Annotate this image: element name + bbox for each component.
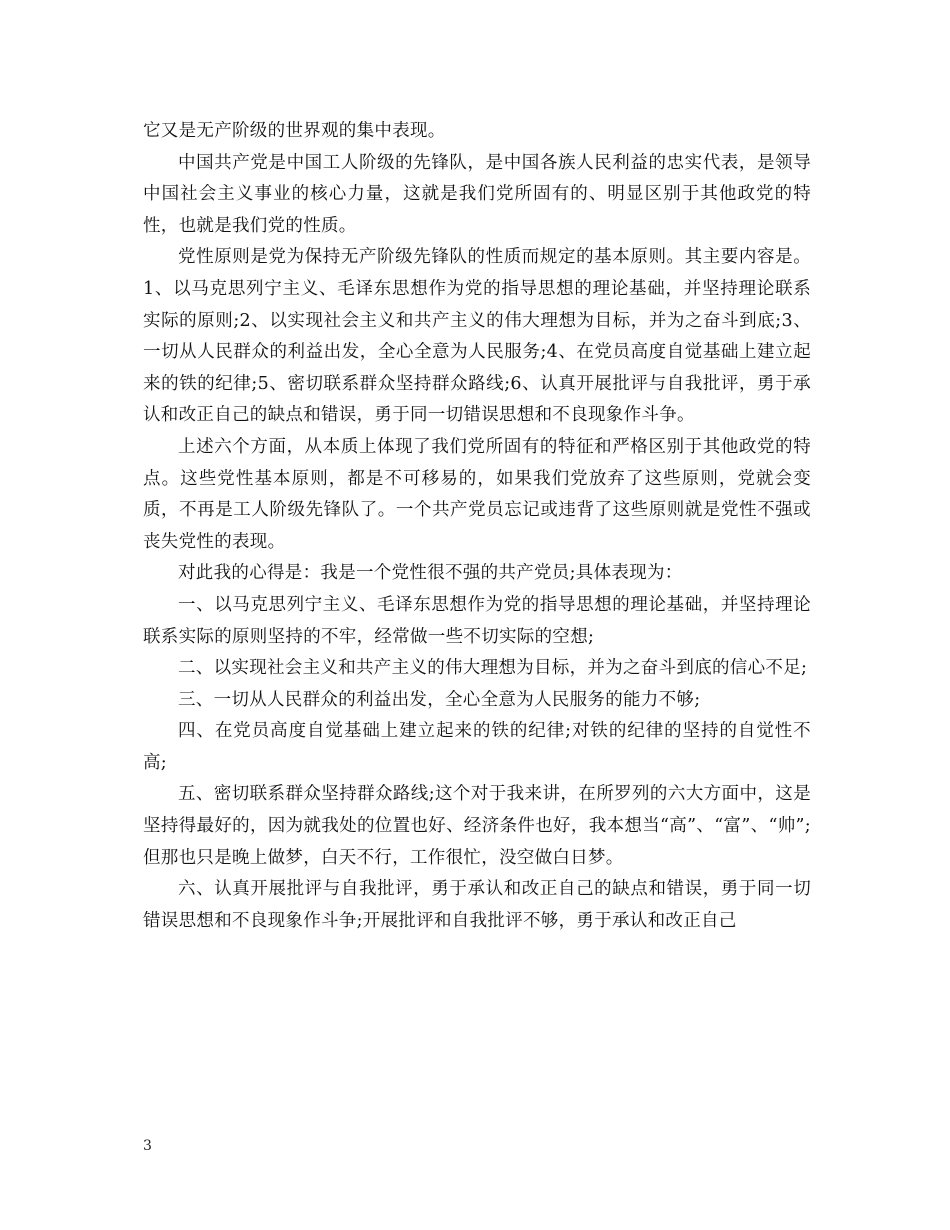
document-body [143, 116, 811, 937]
paragraph-11: 六、认真开展批评与自我批评，勇于承认和改正自己的缺点和错误，勇于同一切错误思想和不良现象作斗争;开展批评和自我批评不够，勇于承认和改正自己 [143, 879, 811, 931]
paragraph-5: 对此我的心得是：我是一个党性很不强的共产党员;具体表现为： [178, 563, 683, 584]
paragraph-6: 一、以马克思列宁主义、毛译东思想作为党的指导思想的理论基础，并坚持理论联系实际的原则坚持的不牢，经常做一些不切实际的空想; [143, 594, 811, 647]
paragraph-10: 五、密切联系群众坚持群众路线;这个对于我来讲，在所罗列的六大方面中，这是坚持得最好的，因为就我处的位置也好、经济条件也好，我本想当“高”、“富”、“帅”;但那也只是晚上做梦，白天不行，工作很忙，没空做白日梦。 [143, 784, 811, 868]
paragraph-8: 三、一切从人民群众的利益出发，全心全意为人民服务的能力不够; [178, 689, 701, 710]
paragraph-9: 四、在党员高度自觉基础上建立起来的铁的纪律;对铁的纪律的坚持的自觉性不高; [143, 721, 811, 773]
paragraph-3: 党性原则是党为保持无产阶级先锋队的性质而规定的基本原则。其主要内容是。1、以马克思列宁主义、毛译东思想作为党的指导思想的理论基础，并坚持理论联系实际的原则;2、以实现社会主义和共产主义的伟大理想为目标，并为之奋斗到底;3、一切从人民群众的利益出发，全心全意为人民服务;4、在党员高度自觉基础上建立起来的铁的纪律;5、密切联系群众坚持群众路线;6、认真开展批评与自我批评，勇于承认和改正自己的缺点和错误，勇于同一切错误思想和不良现象作斗争。 [143, 247, 811, 426]
paragraph-7: 二、以实现社会主义和共产主义的伟大理想为目标，并为之奋斗到底的信心不足; [178, 658, 808, 679]
page-number: 3 [143, 1138, 152, 1154]
paragraph-4: 上述六个方面，从本质上体现了我们党所固有的特征和严格区别于其他政党的特点。这些党性基本原则，都是不可移易的，如果我们党放弃了这些原则，党就会变质，不再是工人阶级先锋队了。一个共产党员忘记或违背了这些原则就是党性不强或丧失党性的表现。 [143, 436, 811, 552]
paragraph-2: 中国共产党是中国工人阶级的先锋队，是中国各族人民利益的忠实代表，是领导中国社会主义事业的核心力量，这就是我们党所固有的、明显区别于其他政党的特性，也就是我们党的性质。 [143, 152, 811, 236]
paragraph-1: 它又是无产阶级的世界观的集中表现。 [143, 121, 446, 141]
